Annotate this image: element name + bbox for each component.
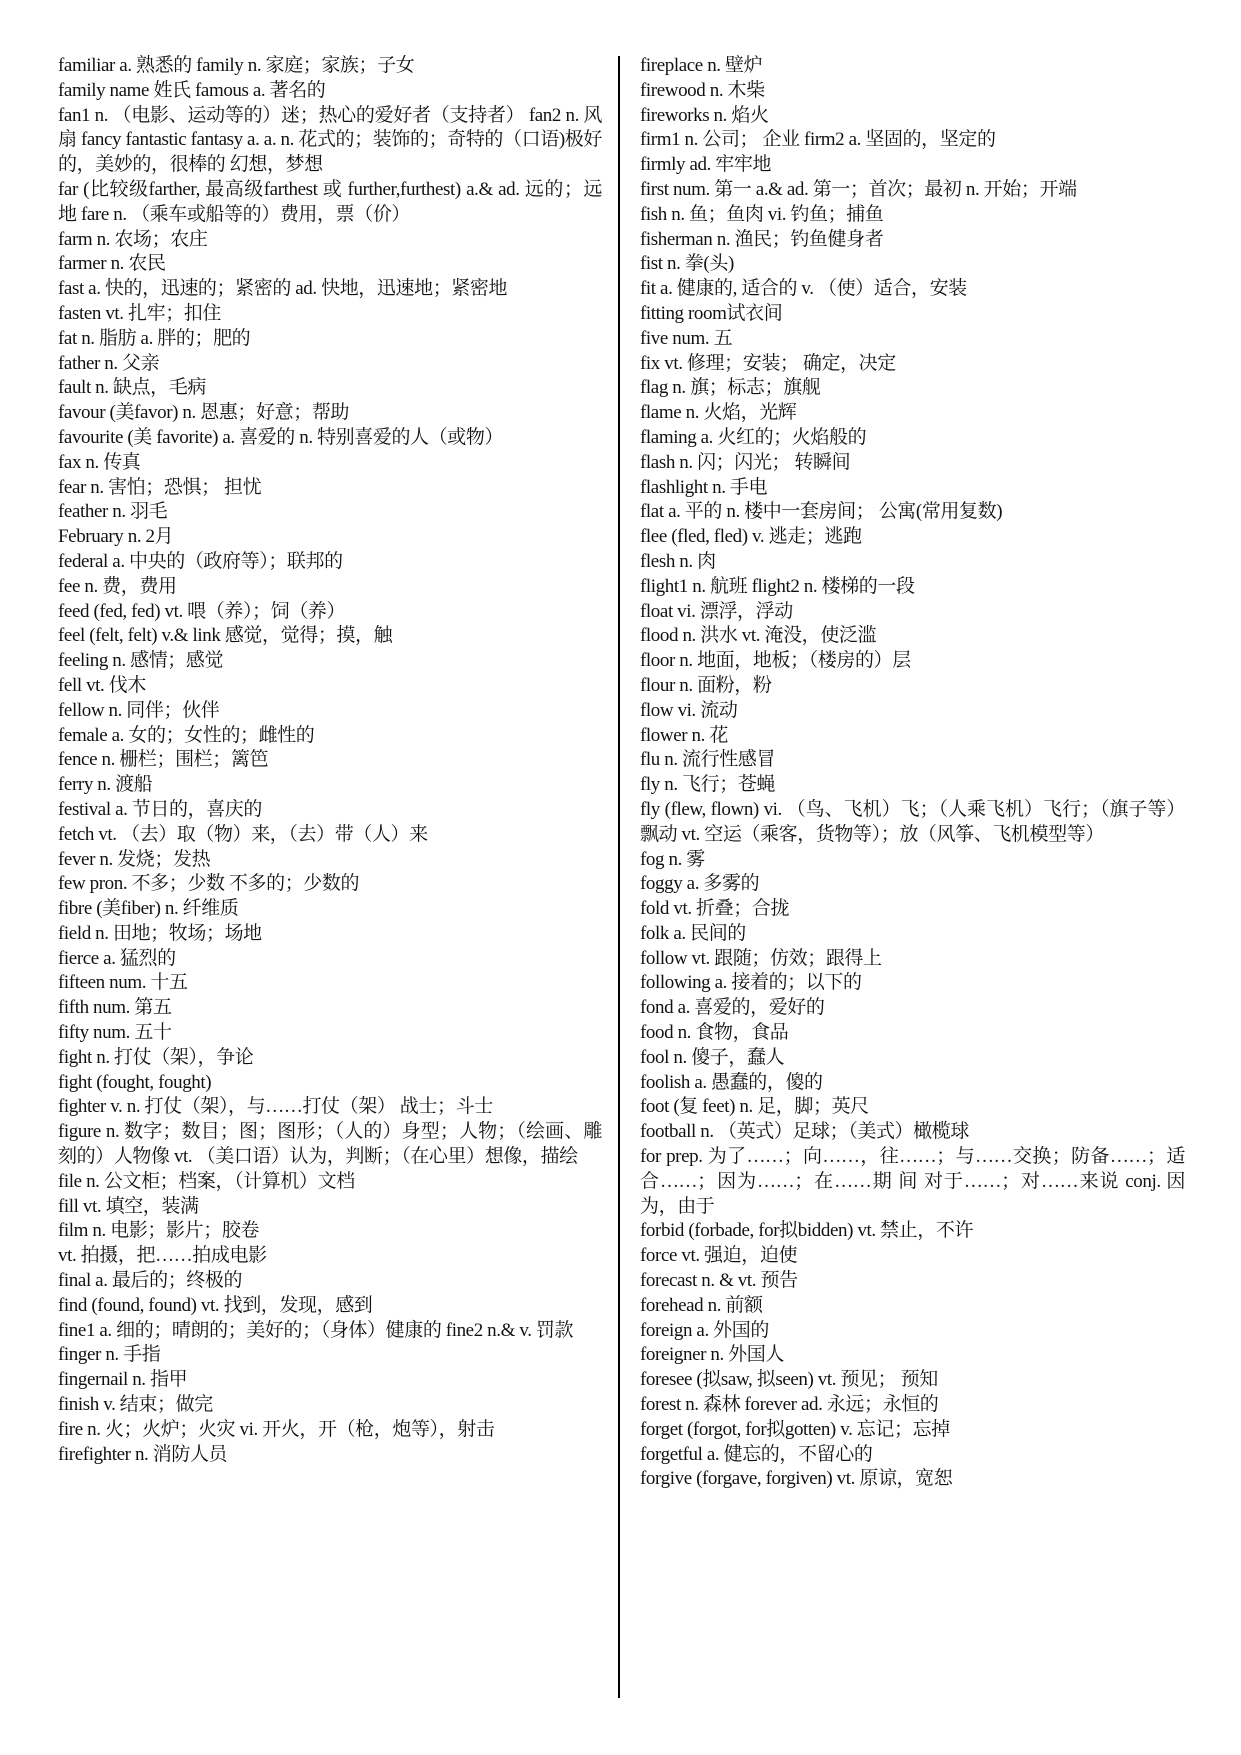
vocab-entry: February n. 2月 xyxy=(58,526,174,548)
vocab-entry: first num. 第一 a.& ad. 第一；首次；最初 n. 开始；开端 xyxy=(640,178,1077,200)
vocab-entry: following a. 接着的；以下的 xyxy=(640,972,862,994)
vocab-entry: favour (美favor) n. 恩惠；好意；帮助 xyxy=(58,402,350,424)
vocab-entry: far (比较级farther, 最高级farthest 或 further,furthest) a.& ad. 远的；远地 fare n. （乘车或船等的）费用，票（价） xyxy=(58,178,602,225)
vocab-entry: foreigner n. 外国人 xyxy=(640,1344,784,1366)
vocab-entry: fill vt. 填空，装满 xyxy=(58,1195,199,1217)
vocab-entry: forgive (forgave, forgiven) vt. 原谅，宽恕 xyxy=(640,1468,953,1490)
vocab-entry: vt. 拍摄，把……拍成电影 xyxy=(58,1245,267,1267)
vocab-entry: finger n. 手指 xyxy=(58,1344,161,1366)
vocab-entry: foolish a. 愚蠢的，傻的 xyxy=(640,1071,823,1093)
vocab-entry: fetch vt. （去）取（物）来，（去）带（人）来 xyxy=(58,823,428,845)
vocab-entry: favourite (美 favorite) a. 喜爱的 n. 特别喜爱的人（或物） xyxy=(58,426,504,448)
vocab-entry: forecast n. & vt. 预告 xyxy=(640,1270,798,1292)
vocab-entry: fault n. 缺点，毛病 xyxy=(58,377,206,399)
vocab-entry: ferry n. 渡船 xyxy=(58,774,153,796)
vocab-entry: foggy a. 多雾的 xyxy=(640,873,760,895)
vocab-entry: figure n. 数字；数目；图；图形；（人的）身型；人物；（绘画、雕刻的）人物像 vt. （美口语）认为，判断；（在心里）想像，描绘 xyxy=(58,1121,602,1168)
vocab-entry: flame n. 火焰，光辉 xyxy=(640,402,797,424)
vocab-entry: firmly ad. 牢牢地 xyxy=(640,154,772,176)
vocab-entry: fan1 n. （电影、运动等的）迷；热心的爱好者（支持者） fan2 n. 风扇 fancy fantastic fantasy a. a. n. 花式的；装饰的；奇特的（口语)极好的，美妙的，很棒的 幻想，梦想 xyxy=(58,104,602,176)
vocab-entry: few pron. 不多；少数 不多的；少数的 xyxy=(58,873,360,895)
vocab-entry: fool n. 傻子，蠢人 xyxy=(640,1046,785,1068)
vocab-entry: fence n. 栅栏；围栏；篱笆 xyxy=(58,749,269,771)
vocab-entry: familiar a. 熟悉的 family n. 家庭；家族；子女 xyxy=(58,55,415,76)
vocab-entry: flu n. 流行性感冒 xyxy=(640,749,776,771)
vocab-entry: fighter v. n. 打仗（架），与……打仗（架） 战士；斗士 xyxy=(58,1096,493,1118)
vocab-entry: flood n. 洪水 vt. 淹没，使泛滥 xyxy=(640,625,877,647)
vocab-entry: forest n. 森林 forever ad. 永远；永恒的 xyxy=(640,1394,939,1416)
vocab-entry: festival a. 节日的，喜庆的 xyxy=(58,798,263,820)
vocab-entry: fish n. 鱼；鱼肉 vi. 钓鱼；捕鱼 xyxy=(640,203,884,225)
vocab-entry: find (found, found) vt. 找到，发现，感到 xyxy=(58,1294,373,1316)
vocab-entry: forget (forgot, for拟gotten) v. 忘记；忘掉 xyxy=(640,1418,950,1440)
vocab-entry: flee (fled, fled) v. 逃走；逃跑 xyxy=(640,526,862,548)
vocab-entry: for prep. 为了……；向……，往……；与……交换；防备……；适合……；因为……；在……期 间 对于……；对……来说 conj. 因为，由于 xyxy=(640,1146,1185,1217)
column-divider xyxy=(618,56,620,1698)
vocab-entry: feeling n. 感情；感觉 xyxy=(58,650,224,672)
vocab-entry: fifteen num. 十五 xyxy=(58,972,188,994)
vocab-entry: father n. 父亲 xyxy=(58,352,160,374)
vocab-entry: foot (复 feet) n. 足，脚；英尺 xyxy=(640,1096,869,1118)
vocab-entry: feel (felt, felt) v.& link 感觉，觉得；摸，触 xyxy=(58,625,393,647)
vocab-entry: fog n. 雾 xyxy=(640,848,705,870)
vocab-entry: fire n. 火；火炉；火灾 vi. 开火，开（枪，炮等），射击 xyxy=(58,1418,495,1440)
vocab-entry: farm n. 农场；农庄 xyxy=(58,228,208,250)
vocab-entry: flesh n. 肉 xyxy=(640,550,716,572)
vocab-entry: flow vi. 流动 xyxy=(640,699,738,721)
vocab-entry: fight (fought, fought) xyxy=(58,1071,212,1093)
vocab-entry: flat a. 平的 n. 楼中一套房间； 公寓(常用复数) xyxy=(640,501,1003,523)
vocab-entry: finish v. 结束；做完 xyxy=(58,1394,213,1416)
vocab-entry: flour n. 面粉，粉 xyxy=(640,674,772,696)
vocab-entry: farmer n. 农民 xyxy=(58,253,166,275)
vocab-entry: fond a. 喜爱的，爱好的 xyxy=(640,997,825,1019)
vocab-entry: fitting room试衣间 xyxy=(640,302,783,324)
vocab-entry: field n. 田地；牧场；场地 xyxy=(58,922,262,944)
vocab-entry: firm1 n. 公司； 企业 firm2 a. 坚固的，坚定的 xyxy=(640,129,996,151)
right-column xyxy=(640,54,1185,1492)
vocab-entry: foresee (拟saw, 拟seen) vt. 预见； 预知 xyxy=(640,1369,938,1391)
vocab-entry: five num. 五 xyxy=(640,327,733,349)
vocab-entry: firefighter n. 消防人员 xyxy=(58,1443,228,1465)
vocab-entry: float vi. 漂浮，浮动 xyxy=(640,600,793,622)
vocab-entry: fine1 a. 细的；晴朗的；美好的；（身体）健康的 fine2 n.& v. 罚款 xyxy=(58,1319,574,1341)
vocab-entry: female a. 女的；女性的；雌性的 xyxy=(58,724,315,746)
vocab-entry: floor n. 地面，地板；（楼房的）层 xyxy=(640,650,911,672)
vocab-entry: fell vt. 伐木 xyxy=(58,674,146,696)
vocab-entry: final a. 最后的；终极的 xyxy=(58,1270,243,1292)
vocab-entry: fierce a. 猛烈的 xyxy=(58,947,176,969)
vocab-entry: fibre (美fiber) n. 纤维质 xyxy=(58,898,239,920)
vocab-entry: feed (fed, fed) vt. 喂（养）；饲（养） xyxy=(58,600,346,622)
vocab-entry: football n. （英式）足球；（美式）橄榄球 xyxy=(640,1121,969,1143)
vocab-entry: fifth num. 第五 xyxy=(58,997,172,1019)
vocab-entry: forehead n. 前额 xyxy=(640,1294,763,1316)
vocab-entry: fear n. 害怕；恐惧； 担忧 xyxy=(58,476,262,498)
vocab-entry: flag n. 旗；标志；旗舰 xyxy=(640,377,821,399)
vocab-entry: fat n. 脂肪 a. 胖的；肥的 xyxy=(58,327,251,349)
vocab-entry: flight1 n. 航班 flight2 n. 楼梯的一段 xyxy=(640,575,915,597)
vocab-entry: fasten vt. 扎牢；扣住 xyxy=(58,302,221,324)
vocab-entry: firewood n. 木柴 xyxy=(640,79,765,101)
vocab-entry: folk a. 民间的 xyxy=(640,922,746,944)
vocab-entry: fax n. 传真 xyxy=(58,451,141,473)
vocab-entry: fly (flew, flown) vi. （鸟、飞机）飞；（人乘飞机）飞行；（旗子等）飘动 vt. 空运（乘客，货物等）；放（风筝、飞机模型等） xyxy=(640,798,1185,845)
left-column xyxy=(58,54,602,1467)
vocab-entry: flower n. 花 xyxy=(640,724,728,746)
vocab-entry: feather n. 羽毛 xyxy=(58,501,168,523)
vocab-entry: family name 姓氏 famous a. 著名的 xyxy=(58,79,326,101)
vocab-entry: fee n. 费，费用 xyxy=(58,575,177,597)
vocab-entry: force vt. 强迫，迫使 xyxy=(640,1245,798,1267)
vocab-entry: fix vt. 修理；安装； 确定，决定 xyxy=(640,352,896,374)
vocab-entry: fingernail n. 指甲 xyxy=(58,1369,188,1391)
vocab-entry: fireworks n. 焰火 xyxy=(640,104,769,126)
vocab-entry: food n. 食物，食品 xyxy=(640,1022,789,1044)
vocab-entry: flash n. 闪；闪光； 转瞬间 xyxy=(640,451,851,473)
vocab-entry: fireplace n. 壁炉 xyxy=(640,55,763,76)
vocab-entry: film n. 电影；影片；胶卷 xyxy=(58,1220,260,1242)
vocab-entry: forbid (forbade, for拟bidden) vt. 禁止，不许 xyxy=(640,1220,974,1242)
vocab-entry: follow vt. 跟随；仿效；跟得上 xyxy=(640,947,882,969)
vocab-entry: fast a. 快的，迅速的；紧密的 ad. 快地，迅速地；紧密地 xyxy=(58,278,508,300)
vocab-entry: fist n. 拳(头) xyxy=(640,253,734,275)
vocab-entry: fold vt. 折叠；合拢 xyxy=(640,898,790,920)
vocab-entry: fight n. 打仗（架），争论 xyxy=(58,1046,254,1068)
vocab-entry: flashlight n. 手电 xyxy=(640,476,768,498)
vocab-entry: fever n. 发烧；发热 xyxy=(58,848,211,870)
vocab-entry: fly n. 飞行；苍蝇 xyxy=(640,774,776,796)
vocab-entry: fit a. 健康的, 适合的 v. （使）适合，安装 xyxy=(640,278,967,300)
vocab-entry: federal a. 中央的（政府等）；联邦的 xyxy=(58,550,343,572)
vocab-entry: forgetful a. 健忘的，不留心的 xyxy=(640,1443,873,1465)
vocab-entry: foreign a. 外国的 xyxy=(640,1319,769,1341)
vocab-entry: file n. 公文柜；档案，（计算机）文档 xyxy=(58,1170,355,1192)
vocab-entry: fisherman n. 渔民；钓鱼健身者 xyxy=(640,228,884,250)
vocab-entry: fifty num. 五十 xyxy=(58,1022,172,1044)
vocab-entry: flaming a. 火红的；火焰般的 xyxy=(640,426,867,448)
vocab-entry: fellow n. 同伴；伙伴 xyxy=(58,699,220,721)
